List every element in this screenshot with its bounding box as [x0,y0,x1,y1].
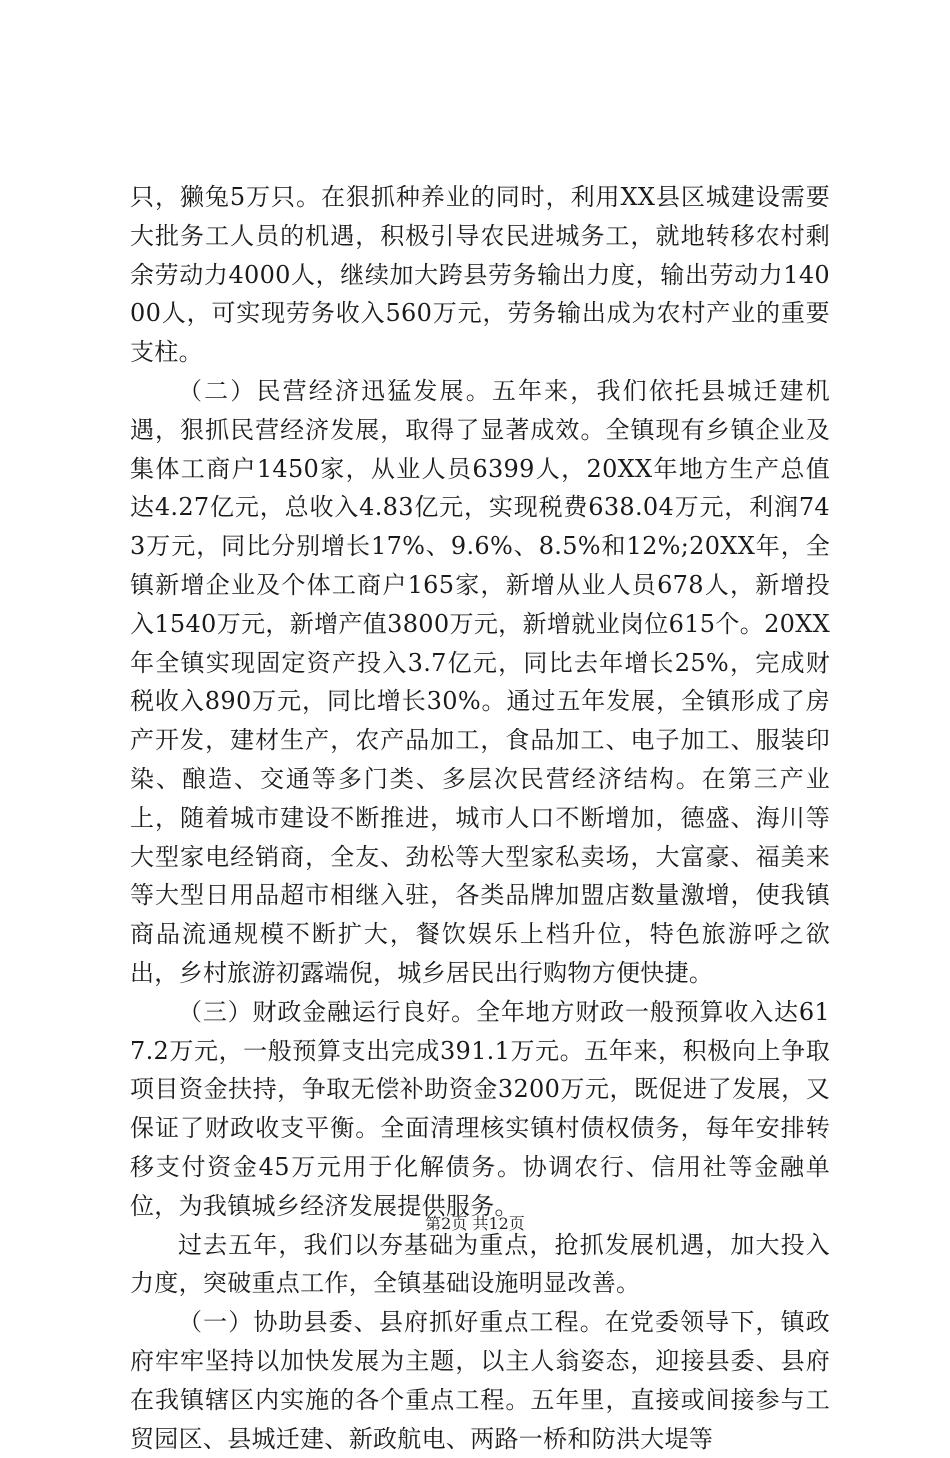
page-number-footer: 第2页 共12页 [425,1214,525,1233]
document-body [130,178,830,1458]
paragraph-finance: （三）财政金融运行良好。全年地方财政一般预算收入达617.2万元，一般预算支出完成391.1万元。五年来，积极向上争取项目资金扶持，争取无偿补助资金3200万元，既促进了发展，又保证了财政收支平衡。全面清理核实镇村债权债务，每年安排转移支付资金45万元用于化解债务。协调农行、信用社等金融单位，为我镇城乡经济发展提供服务。 [130,997,830,1220]
paragraph-key-projects: （一）协助县委、县府抓好重点工程。在党委领导下，镇政府牢牢坚持以加快发展为主题，以主人翁姿态，迎接县委、县府在我镇辖区内实施的各个重点工程。五年里，直接或间接参与工贸园区、县城迁建、新政航电、两路一桥和防洪大堤等 [130,1308,830,1453]
paragraph-private-economy: （二）民营经济迅猛发展。五年来，我们依托县城迁建机遇，狠抓民营经济发展，取得了显著成效。全镇现有乡镇企业及集体工商户1450家，从业人员6399人，20XX年地方生产总值达4.27亿元，总收入4.83亿元，实现税费638.04万元，利润743万元，同比分别增长17%、9.6%、8.5%和12%;20XX年，全镇新增企业及个体工商户165家，新增从业人员678人，新增投入1540万元，新增产值3800万元，新增就业岗位615个。20XX年全镇实现固定资产投入3.7亿元，同比去年增长25%，完成财税收入890万元，同比增长30%。通过五年发展，全镇形成了房产开发，建材生产，农产品加工，食品加工、电子加工、服装印染、酿造、交通等多门类、多层次民营经济结构。在第三产业上，随着城市建设不断推进，城市人口不断增加，德盛、海川等大型家电经销商，全友、劲松等大型家私卖场，大富豪、福美来等大型日用品超市相继入驻，各类品牌加盟店数量激增，使我镇商品流通规模不断扩大，餐饮娱乐上档升位，特色旅游呼之欲出，乡村旅游初露端倪，城乡居民出行购物方便快捷。 [130,376,830,987]
paragraph-infrastructure-intro: 过去五年，我们以夯基础为重点，抢抓发展机遇，加大投入力度，突破重点工作，全镇基础设施明显改善。 [130,1230,830,1298]
paragraph-labor-export: 只，獭兔5万只。在狠抓种养业的同时，利用XX县区城建设需要大批务工人员的机遇，积极引导农民进城务工，就地转移农村剩余劳动力4000人，继续加大跨县劳务输出力度，输出劳动力14000人，可实现劳务收入560万元，劳务输出成为农村产业的重要支柱。 [130,183,830,367]
